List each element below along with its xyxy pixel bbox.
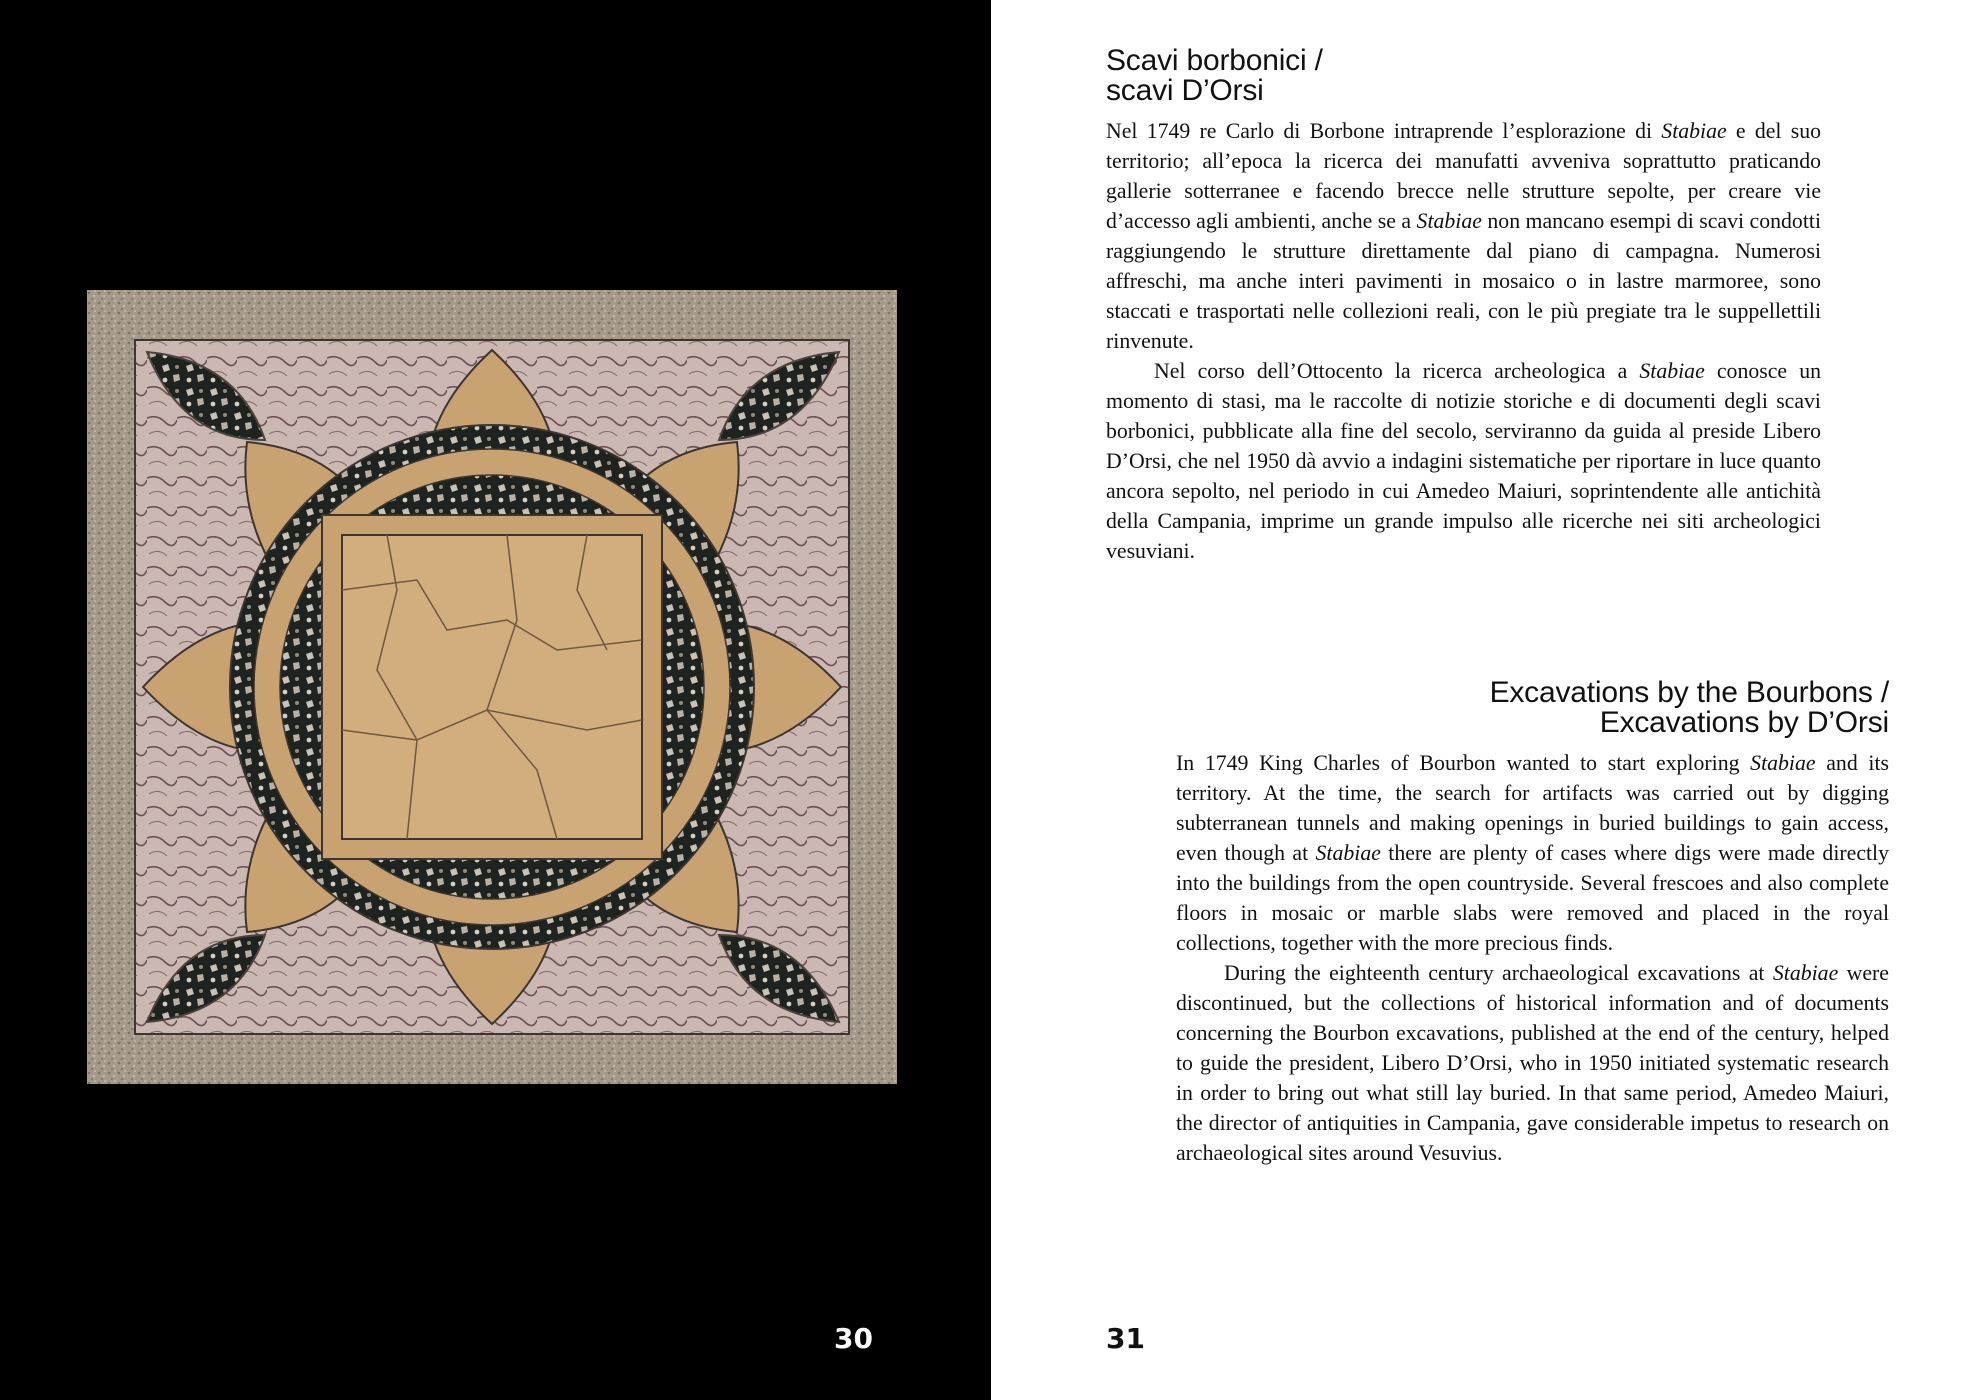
italic-term: Stabiae	[1750, 751, 1816, 775]
italic-term: Stabiae	[1772, 961, 1839, 985]
english-section	[1176, 678, 1889, 1168]
english-heading-line2: Excavations by D’Orsi	[1599, 706, 1889, 739]
english-heading-line1: Excavations by the Bourbons /	[1489, 676, 1889, 709]
english-paragraph-2: During the eighteenth century archaeological excavations at Stabiae were discontinued, but the collections of historical information and of documents concerning the Bourbon excavations, published at the end of the century, helped to guide the president, Libero D’Orsi, who in 1950 initiated systematic research in order to bring out what still lay buried. In that same period, Amedeo Maiuri, the director of antiquities in Campania, gave considerable impetus to research on archaeological sites around Vesuvius.	[1176, 961, 1889, 1165]
right-page	[991, 0, 1982, 1400]
italian-paragraph-2: Nel corso dell’Ottocento la ricerca archeologica a Stabiae conosce un momento di stasi, ma le raccolte di notizie storiche e di documenti degli scavi borbonici, pubblicate alla fine del secolo, serviranno da guida al preside Libero D’Orsi, che nel 1950 dà avvio a indagini sistematiche per riportare in luce quanto ancora sepolto, nel periodo in cui Amedeo Maiuri, soprintendente alle antichità della Campania, imprime un grande impulso alle ricerche nei siti archeologici vesuviani.	[1106, 359, 1821, 563]
mosaic-photo	[87, 290, 897, 1084]
italian-heading-line1: Scavi borbonici /	[1106, 44, 1323, 77]
italian-section	[1106, 46, 1821, 566]
italian-body	[1106, 116, 1821, 566]
italian-heading-line2: scavi D’Orsi	[1106, 74, 1264, 107]
italian-paragraph-1: Nel 1749 re Carlo di Borbone intraprende l’esplorazione di Stabiae e del suo territorio; all’epoca la ricerca dei manufatti avveniva soprattutto praticando gallerie sotterranee e facendo brecce nelle strutture sepolte, per creare vie d’accesso agli ambienti, anche se a Stabiae non mancano esempi di scavi condotti raggiungendo le strutture direttamente dal piano di campagna. Numerosi affreschi, ma anche interi pavimenti in mosaico o in lastre marmoree, sono staccati e trasportati nelle collezioni reali, con le più pregiate tra le suppellettili rinvenute.	[1106, 119, 1821, 353]
english-heading	[1176, 678, 1889, 738]
english-body	[1176, 748, 1889, 1168]
italian-heading	[1106, 46, 1821, 106]
english-paragraph-1: In 1749 King Charles of Bourbon wanted to start exploring Stabiae and its territory. At the time, the search for artifacts was carried out by digging subterranean tunnels and making openings in buried buildings to gain access, even though at Stabiae there are plenty of cases where digs were made directly into the buildings from the open countryside. Several frescoes and also complete floors in mosaic or marble slabs were removed and placed in the royal collections, together with the more precious finds.	[1176, 751, 1889, 955]
page-number-left: 30	[834, 1322, 873, 1355]
page-number-right: 31	[1106, 1322, 1145, 1355]
italic-term: Stabiae	[1315, 841, 1381, 865]
italic-term: Stabiae	[1416, 209, 1482, 233]
italic-term: Stabiae	[1639, 359, 1705, 383]
italic-term: Stabiae	[1661, 119, 1727, 143]
